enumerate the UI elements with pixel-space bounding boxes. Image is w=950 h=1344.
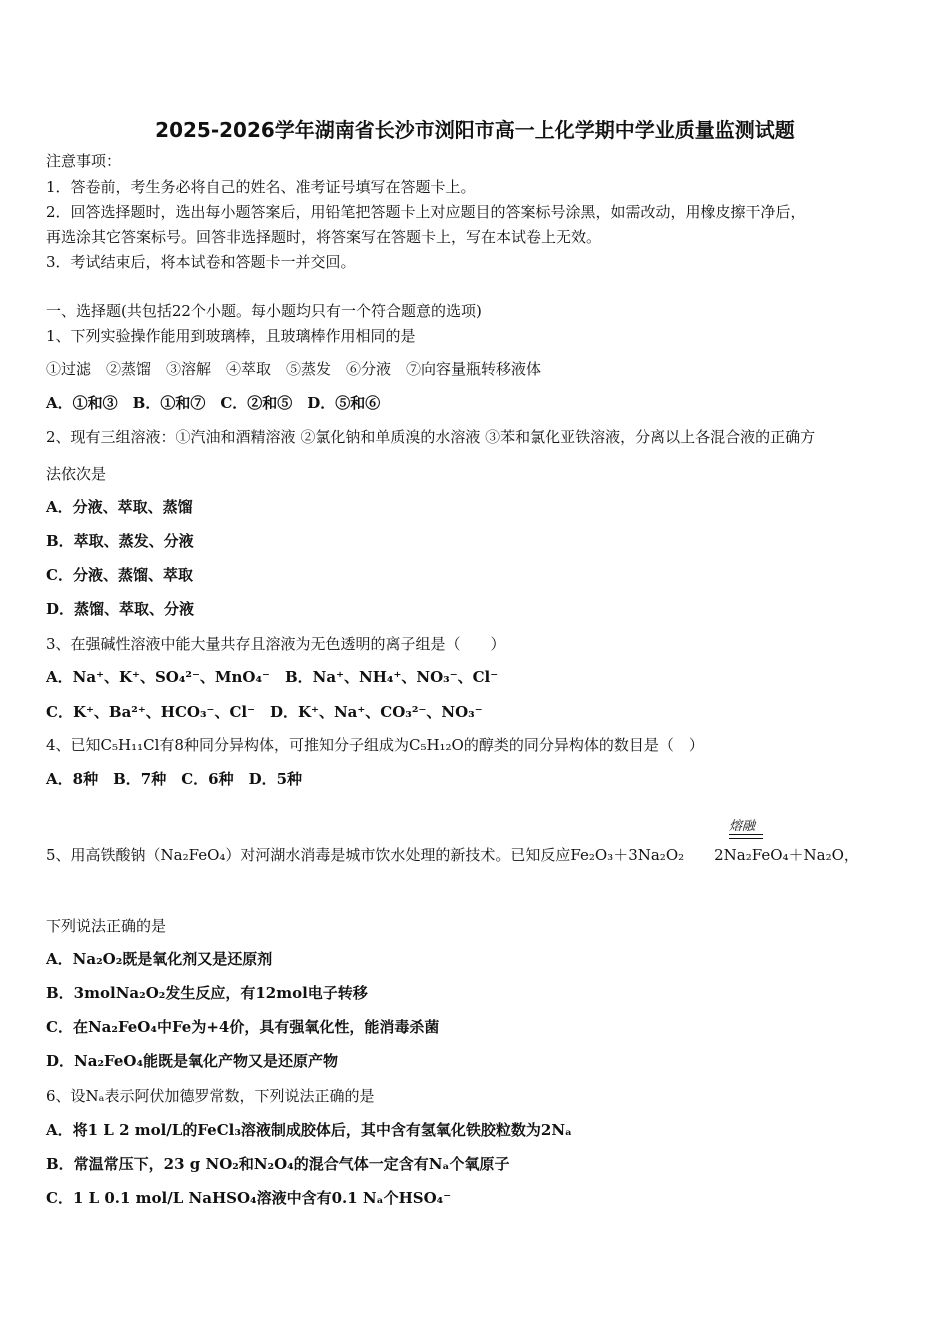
- q2-option-c: C．分液、蒸馏、萃取: [46, 566, 193, 584]
- q1-options: A．①和③ B．①和⑦ C．②和⑤ D．⑤和⑥: [46, 394, 381, 412]
- notice-item-1: 1．答卷前，考生务必将自己的姓名、准考证号填写在答题卡上。: [46, 178, 476, 196]
- q2-option-b: B．萃取、蒸发、分液: [46, 532, 194, 550]
- q5-stem-cont: 下列说法正确的是: [46, 917, 167, 935]
- q5-stem: 5、用高铁酸钠（Na₂FeO₄）对河湖水消毒是城市饮水处理的新技术。已知反应Fe₂O₃＋3Na₂O₂ 2Na₂FeO₄＋Na₂O，: [46, 846, 859, 864]
- q2-option-d: D．蒸馏、萃取、分液: [46, 600, 195, 618]
- page-title: 2025-2026学年湖南省长沙市浏阳市高一上化学期中学业质量监测试题: [155, 118, 795, 142]
- q4-options: A．8种 B．7种 C．6种 D．5种: [46, 770, 303, 788]
- notice-item-2-cont: 再选涂其它答案标号。回答非选择题时，将答案写在答题卡上，写在本试卷上无效。: [46, 228, 602, 246]
- reaction-condition: 熔融: [729, 819, 756, 834]
- notice-heading: 注意事项：: [46, 152, 122, 170]
- q6-stem: 6、设Nₐ表示阿伏加德罗常数，下列说法正确的是: [46, 1087, 375, 1105]
- q6-option-c: C．1 L 0.1 mol/L NaHSO₄溶液中含有0.1 Nₐ个HSO₄⁻: [46, 1189, 452, 1207]
- q6-option-a: A．将1 L 2 mol/L的FeCl₃溶液制成胶体后，其中含有氢氧化铁胶粒数为2Nₐ: [46, 1121, 573, 1139]
- section-heading: 一、选择题(共包括22个小题。每小题均只有一个符合题意的选项): [46, 302, 482, 320]
- q3-options-ab: A．Na⁺、K⁺、SO₄²⁻、MnO₄⁻ B．Na⁺、NH₄⁺、NO₃⁻、Cl⁻: [46, 668, 499, 686]
- equal-sign-line-bottom: [729, 838, 763, 839]
- q6-option-b: B．常温常压下，23 g NO₂和N₂O₄的混合气体一定含有Nₐ个氧原子: [46, 1155, 510, 1173]
- q5-option-b: B．3molNa₂O₂发生反应，有12mol电子转移: [46, 984, 368, 1002]
- q5-option-a: A．Na₂O₂既是氧化剂又是还原剂: [46, 950, 273, 968]
- q1-stem: 1、下列实验操作能用到玻璃棒，且玻璃棒作用相同的是: [46, 327, 416, 345]
- notice-item-2: 2．回答选择题时，选出每小题答案后，用铅笔把答题卡上对应题目的答案标号涂黑，如需改动，用橡皮擦干净后，: [46, 203, 806, 221]
- q5-option-d: D．Na₂FeO₄能既是氧化产物又是还原产物: [46, 1052, 339, 1070]
- q3-options-cd: C．K⁺、Ba²⁺、HCO₃⁻、Cl⁻ D．K⁺、Na⁺、CO₃²⁻、NO₃⁻: [46, 703, 483, 721]
- equal-sign-line-top: [729, 834, 763, 835]
- q3-stem: 3、在强碱性溶液中能大量共存且溶液为无色透明的离子组是（ ）: [46, 635, 506, 653]
- notice-item-3: 3．考试结束后，将本试卷和答题卡一并交回。: [46, 253, 356, 271]
- q2-stem-cont: 法依次是: [46, 465, 107, 483]
- q1-items: ①过滤 ②蒸馏 ③溶解 ④萃取 ⑤蒸发 ⑥分液 ⑦向容量瓶转移液体: [46, 360, 542, 378]
- q4-stem: 4、已知C₅H₁₁Cl有8种同分异构体，可推知分子组成为C₅H₁₂O的醇类的同分异构体的数目是（ ）: [46, 736, 704, 754]
- q5-option-c: C．在Na₂FeO₄中Fe为+4价，具有强氧化性，能消毒杀菌: [46, 1018, 440, 1036]
- q2-stem: 2、现有三组溶液：①汽油和酒精溶液 ②氯化钠和单质溴的水溶液 ③苯和氯化亚铁溶液，分离以上各混合液的正确方: [46, 428, 816, 446]
- q2-option-a: A．分液、萃取、蒸馏: [46, 498, 193, 516]
